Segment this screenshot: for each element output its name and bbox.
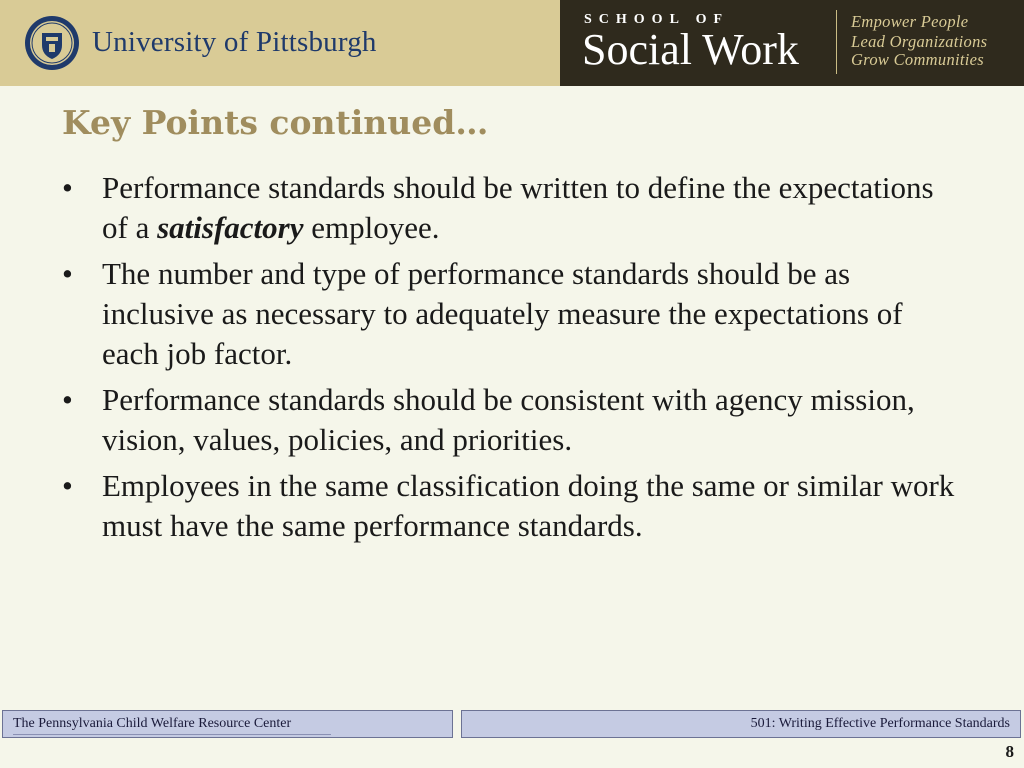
footer-link-underline [13,734,331,735]
bullet-marker: • [62,170,73,205]
footer-course-title: 501: Writing Effective Performance Standards [750,716,1010,731]
bullet-marker: • [62,256,73,291]
bullet-item-1 [62,168,962,248]
bullet-text: The number and type of performance standards should be as inclusive as necessary to adequately measure the expectations of each job factor. [102,256,903,371]
footer-right-bar [461,710,1021,738]
slide-title: Key Points continued… [62,103,489,142]
bullet-text: Employees in the same classification doing the same or similar work must have the same performance standards. [102,468,955,543]
bullet-emphasis: satisfactory [157,210,304,245]
bullet-marker: • [62,382,73,417]
university-name: University of Pittsburgh [92,26,377,58]
tagline-line-3: Grow Communities [851,50,984,69]
bullet-text: Performance standards should be written to define the expectations of a [102,170,934,245]
bullet-item-3 [62,380,962,460]
bullet-item-2 [62,254,962,374]
header-left-panel [0,0,560,86]
university-seal-icon [24,15,80,71]
bullet-text: employee. [303,210,440,245]
bullet-text: Performance standards should be consistent with agency mission, vision, values, policies, and priorities. [102,382,915,457]
bullet-marker: • [62,468,73,503]
school-label: SCHOOL OF [584,12,730,27]
footer-left-bar [2,710,453,738]
header-divider [836,10,837,74]
tagline-line-2: Lead Organizations [851,32,988,51]
page-number: 8 [1005,742,1014,761]
tagline-line-1: Empower People [851,12,969,31]
footer-organization-link[interactable]: The Pennsylvania Child Welfare Resource Center [13,716,292,731]
slide-header [0,0,1024,86]
bullet-item-4 [62,466,962,546]
school-name: Social Work [582,25,799,74]
bullet-list [62,168,962,552]
